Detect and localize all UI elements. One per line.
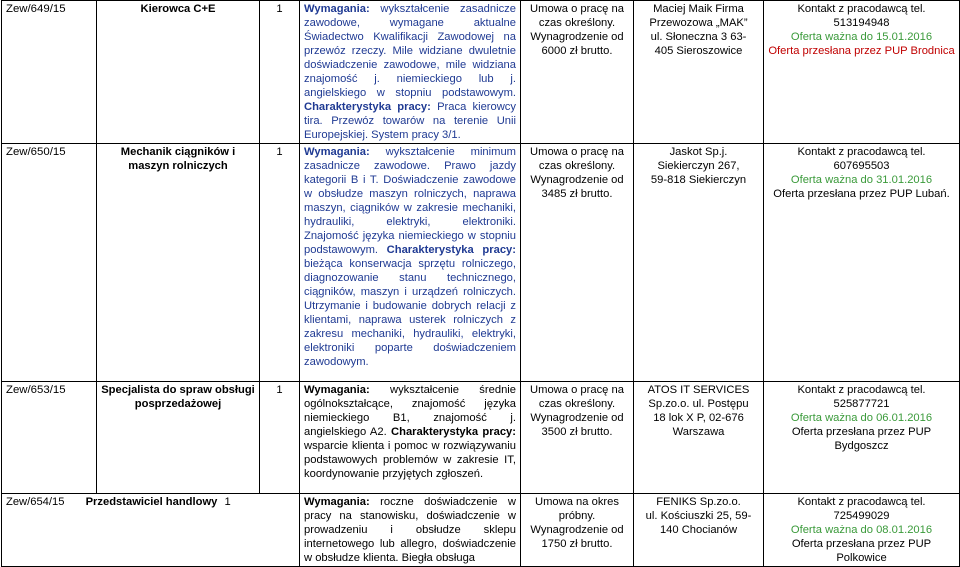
table-row (2, 1, 960, 144)
job-description (300, 144, 521, 382)
vacancy-count: 1 (224, 496, 231, 508)
vacancy-count: 1 (260, 1, 300, 144)
characteristics-text: Praca kierowcy tira. Przewóz towarów na terenie Unii Europejskiej. System pracy 3/1. (304, 101, 516, 141)
employer-line: 405 Sieroszowice (654, 45, 743, 57)
requirements-text: wykształcenie minimum zasadnicze zawodowe. Prawo jazdy kategorii B i T. Doświadczenie zawodowe w obsłudze maszyn rolniczych, naprawa maszyn, ciągników w zakresie mechaniki, hydrauliki, elektryki, elektroniki. Znajomość języka niemieckiego w stopniu podstawowym. (304, 146, 516, 256)
terms-line: 3485 zł brutto. (541, 188, 613, 200)
terms-line: czas określony. (538, 398, 616, 410)
requirements-text: wykształcenie średnie ogólnokształcące, znajomość języka niemieckiego B1, znajomość j. angielskiego A2. (304, 384, 516, 438)
sent-by: Oferta przesłana przez PUP Polkowice (791, 538, 932, 564)
offer-code-title-cell (2, 494, 300, 567)
sent-by: Oferta przesłana przez PUP Bydgoszcz (791, 426, 932, 452)
employer-line: 140 Chocianów (659, 524, 738, 536)
characteristics-text: bieżąca konserwacja sprzętu rolniczego, diagnozowanie stanu technicznego, ciągników, maszyn i urządzeń rolniczych. Utrzymanie i budowanie dobrych relacji z klientami, naprawa usterek rolniczych z zakresu mechaniki, hydrauliki, elektryki, elektroniki poparte doświadczeniem zawodowym. (304, 258, 516, 368)
employer-line: 18 lok X P, 02-676 (653, 412, 744, 424)
offer-code: Zew/649/15 (2, 1, 97, 144)
employer-line: ul. Kościuszki 25, 59- (645, 510, 752, 522)
employer-line: ATOS IT SERVICES (647, 384, 750, 396)
contact-info (764, 1, 960, 144)
table-row (2, 494, 960, 567)
employer-line: Siekierczyn 267, (657, 160, 740, 172)
employer-line: Jaskot Sp.j. (669, 146, 728, 158)
employer-line: Warszawa (672, 426, 725, 438)
terms-line: próbny. (558, 510, 596, 522)
characteristics-label: Charakterystyka pracy: (304, 101, 431, 113)
terms-line: czas określony. (538, 17, 616, 29)
valid-until: Oferta ważna do 15.01.2016 (790, 31, 933, 43)
terms-line: 1750 zł brutto. (541, 538, 613, 550)
requirements-label: Wymagania: (304, 146, 370, 158)
job-description (300, 494, 521, 567)
offer-code: Zew/654/15 (6, 496, 65, 508)
job-title: Przedstawiciel handlowy (85, 496, 218, 508)
terms-line: Wynagrodzenie od (530, 31, 624, 43)
job-offers-table (1, 0, 960, 567)
contact-info (764, 144, 960, 382)
employer-line: ul. Słoneczna 3 63- (650, 31, 747, 43)
table-row (2, 144, 960, 382)
job-title: Mechanik ciągników i maszyn rolniczych (97, 144, 260, 382)
employer (634, 1, 764, 144)
sent-by: Oferta przesłana przez PUP Brodnica (768, 45, 955, 57)
contact-phone: Kontakt z pracodawcą tel. 525877721 (797, 384, 926, 410)
employer-line: FENIKS Sp.zo.o. (656, 496, 741, 508)
employer (634, 494, 764, 567)
employer-line: 59-818 Siekierczyn (650, 174, 747, 186)
valid-until: Oferta ważna do 06.01.2016 (790, 412, 933, 424)
employer (634, 144, 764, 382)
terms-line: 3500 zł brutto. (541, 426, 613, 438)
valid-until: Oferta ważna do 08.01.2016 (790, 524, 933, 536)
terms-line: czas określony. (538, 160, 616, 172)
employment-terms (521, 144, 634, 382)
requirements-text: roczne doświadczenie w pracy na stanowisku, doświadczenie w prowadzeniu i obsłudze sklepu internetowego lub allegro, doświadczenie w obsłudze klienta. Biegła obsługa (304, 496, 516, 564)
employer (634, 382, 764, 494)
contact-phone: Kontakt z pracodawcą tel. 607695503 (797, 146, 926, 172)
contact-info (764, 382, 960, 494)
contact-phone: Kontakt z pracodawcą tel. 725499029 (797, 496, 926, 522)
characteristics-text: wsparcie klienta i pomoc w rozwiązywaniu podstawowych problemów w zakresie IT, koordynowanie przyjętych zgłoszeń. (304, 440, 516, 480)
requirements-label: Wymagania: (304, 3, 370, 15)
characteristics-label: Charakterystyka pracy: (386, 244, 516, 256)
job-description (300, 1, 521, 144)
terms-line: Umowa o pracę na (530, 3, 624, 15)
employment-terms (521, 494, 634, 567)
terms-line: 6000 zł brutto. (541, 45, 613, 57)
sent-by: Oferta przesłana przez PUP Lubań. (773, 188, 950, 200)
job-title: Kierowca C+E (97, 1, 260, 144)
offer-code: Zew/650/15 (2, 144, 97, 382)
requirements-label: Wymagania: (304, 384, 370, 396)
contact-phone: Kontakt z pracodawcą tel. 513194948 (797, 3, 926, 29)
requirements-text: wykształcenie zasadnicze zawodowe, wymagane aktualne Świadectwo Kwalifikacji Zawodowej na przewóz rzeczy. Mile widziane dwuletnie doświadczenie zawodowe, mile widziana znajomość j. niemieckiego lub j. angielskiego w stopniu podstawowym. (304, 3, 516, 99)
employment-terms (521, 382, 634, 494)
terms-line: Umowa o pracę na (530, 384, 624, 396)
employer-line: Maciej Maik Firma (653, 3, 744, 15)
offer-code: Zew/653/15 (2, 382, 97, 494)
employment-terms (521, 1, 634, 144)
job-title: Specjalista do spraw obsługi posprzedażowej (97, 382, 260, 494)
terms-line: Umowa o pracę na (530, 146, 624, 158)
contact-info (764, 494, 960, 567)
employer-line: Przewozowa „MAK” (649, 17, 748, 29)
characteristics-label: Charakterystyka pracy: (391, 426, 517, 438)
requirements-label: Wymagania: (304, 496, 370, 508)
terms-line: Wynagrodzenie od (530, 174, 624, 186)
job-description (300, 382, 521, 494)
terms-line: Wynagrodzenie od (530, 524, 624, 536)
employer-line: Sp.zo.o. ul. Postępu (648, 398, 749, 410)
vacancy-count: 1 (260, 382, 300, 494)
vacancy-count: 1 (260, 144, 300, 382)
table-row (2, 382, 960, 494)
terms-line: Umowa na okres (535, 496, 619, 508)
terms-line: Wynagrodzenie od (530, 412, 624, 424)
valid-until: Oferta ważna do 31.01.2016 (790, 174, 933, 186)
